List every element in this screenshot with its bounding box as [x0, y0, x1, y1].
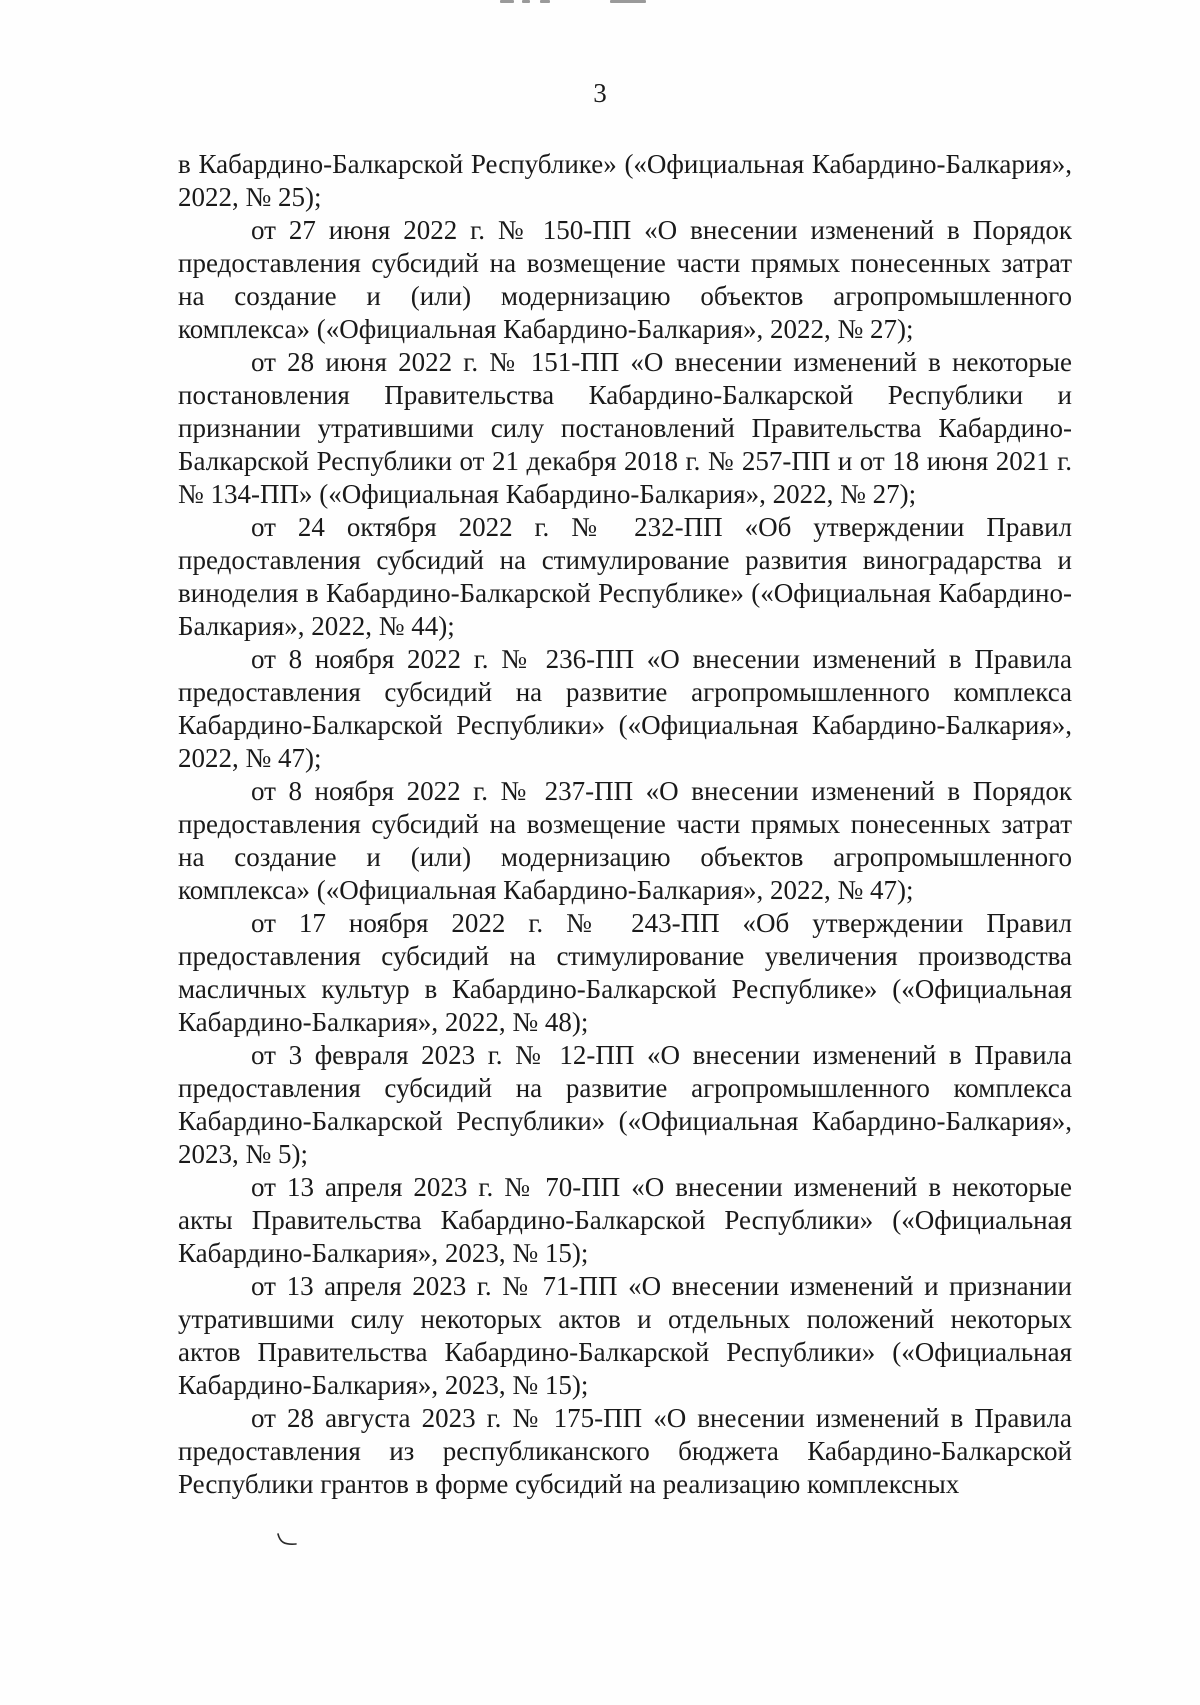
paragraph: от 28 августа 2023 г. № 175-ПП «О внесении изменений в Правила предоставления из республиканского бюджета Кабардино-Балкарской Республики грантов в форме субсидий на реализацию комплексных — [178, 1403, 1072, 1499]
page-number: 3 — [593, 78, 607, 108]
paragraph: от 8 ноября 2022 г. № 236-ПП «О внесении изменений в Правила предоставления субсидий на развитие агропромышленного комплекса Кабардино-Балкарской Республики» («Официальная Кабардино-Балкария», 2022, № 47); — [178, 644, 1072, 773]
paragraph: от 28 июня 2022 г. № 151-ПП «О внесении изменений в некоторые постановления Правительства Кабардино-Балкарской Республики и признании утратившими силу постановлений Правительства Кабардино-Балкарской Республики от 21 декабря 2018 г. № 257-ПП и от 18 июня 2021 г. № 134-ПП» («Официальная Кабардино-Балкария», 2022, № 27); — [178, 347, 1072, 509]
paragraph: от 13 апреля 2023 г. № 70-ПП «О внесении изменений в некоторые акты Правительства Кабардино-Балкарской Республики» («Официальная Кабардино-Балкария», 2023, № 15); — [178, 1172, 1072, 1268]
paragraph: от 13 апреля 2023 г. № 71-ПП «О внесении изменений и признании утратившими силу некоторых актов и отдельных положений некоторых актов Правительства Кабардино-Балкарской Республики» («Официальная Кабардино-Балкария», 2023, № 15); — [178, 1271, 1072, 1400]
paragraph: от 27 июня 2022 г. № 150-ПП «О внесении изменений в Порядок предоставления субсидий на возмещение части прямых понесенных затрат на создание и (или) модернизацию объектов агропромышленного комплекса» («Официальная Кабардино-Балкария», 2022, № 27); — [178, 215, 1072, 344]
paragraph: в Кабардино-Балкарской Республике» («Официальная Кабардино-Балкария», 2022, № 25); — [178, 149, 1072, 212]
pen-mark — [276, 1532, 298, 1548]
scan-artifact — [500, 0, 700, 6]
document-body — [178, 148, 1072, 1501]
paragraph: от 24 октября 2022 г. № 232-ПП «Об утверждении Правил предоставления субсидий на стимулирование развития виноградарства и виноделия в Кабардино-Балкарской Республике» («Официальная Кабардино-Балкария», 2022, № 44); — [178, 512, 1072, 641]
paragraph: от 3 февраля 2023 г. № 12-ПП «О внесении изменений в Правила предоставления субсидий на развитие агропромышленного комплекса Кабардино-Балкарской Республики» («Официальная Кабардино-Балкария», 2023, № 5); — [178, 1040, 1072, 1169]
paragraph: от 8 ноября 2022 г. № 237-ПП «О внесении изменений в Порядок предоставления субсидий на возмещение части прямых понесенных затрат на создание и (или) модернизацию объектов агропромышленного комплекса» («Официальная Кабардино-Балкария», 2022, № 47); — [178, 776, 1072, 905]
paragraph: от 17 ноября 2022 г. № 243-ПП «Об утверждении Правил предоставления субсидий на стимулирование увеличения производства масличных культур в Кабардино-Балкарской Республике» («Официальная Кабардино-Балкария», 2022, № 48); — [178, 908, 1072, 1037]
